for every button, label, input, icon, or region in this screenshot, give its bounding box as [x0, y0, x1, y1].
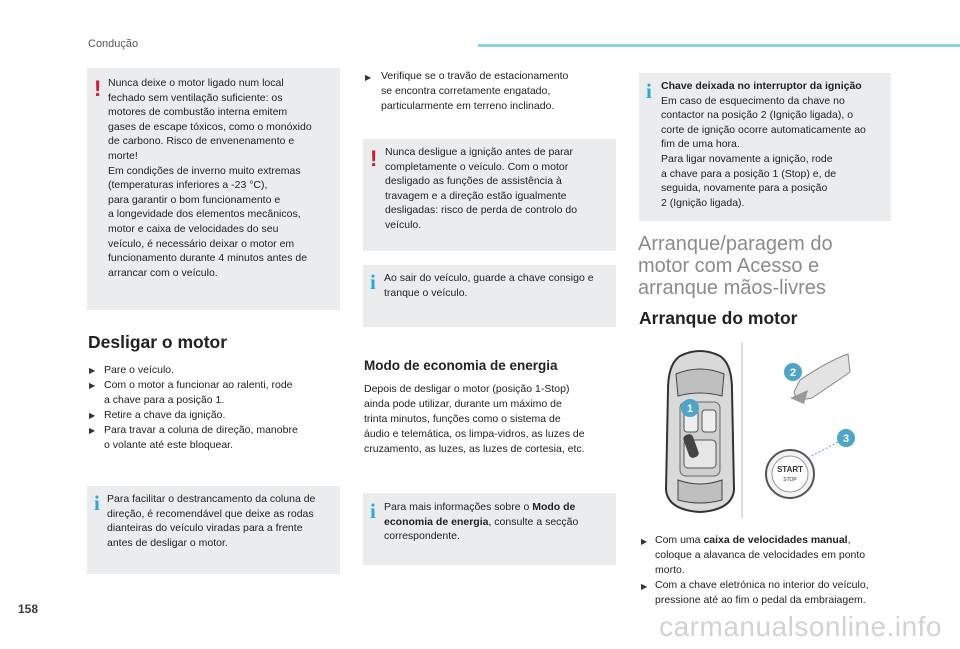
warning-text: Nunca desligue a ignição antes de parar completamente o veículo. Com o motor desligado as funções de assistência à travagem e a direção estão igualmente desligadas: risco de perda de controlo do veículo. [385, 146, 578, 231]
info-icon: i [370, 499, 376, 523]
callout-3: 3 [842, 433, 850, 445]
bullet-icon: ▶ [641, 582, 648, 591]
start-label: START [776, 465, 804, 474]
info-box-economia [363, 493, 616, 565]
step-line: Para travar a coluna de direção, manobre [104, 424, 298, 436]
warning-box-ignition [363, 139, 616, 251]
bullet-icon: ▶ [89, 366, 96, 375]
info-box-steering-lock [87, 486, 340, 574]
info-text: Para mais informações sobre o Modo de economia de energia, consulte a secção correspondente. [384, 501, 579, 543]
info-text: Chave deixada no interruptor da ignição Em caso de esquecimento da chave no contactor na posição 2 (Ignição ligada), o corte de ignição ocorre automaticamente ao fim de uma hora. Para ligar novamente a ignição, rode a chave para a posição 1 (Stop) e, de seguida, novamente para a posição 2 (Ignição ligada). [661, 80, 866, 209]
stop-label: STOP [783, 477, 797, 483]
section-title-desligar: Desligar o motor [88, 332, 228, 352]
callout-2: 2 [789, 367, 797, 379]
step-line: particularmente em terreno inclinado. [381, 100, 555, 112]
bullet-icon: ▶ [641, 537, 648, 546]
page-number: 158 [18, 602, 39, 616]
info-icon: i [646, 79, 652, 103]
header-rule [478, 44, 960, 47]
info-box-key [363, 265, 616, 327]
step-line: se encontra corretamente engatado, [381, 85, 551, 97]
bullet-icon: ▶ [365, 73, 372, 82]
info-icon: i [370, 270, 376, 294]
watermark: carmanualsonline.info [659, 611, 942, 642]
step-line: a chave para a posição 1. [104, 394, 225, 406]
section-title-economia: Modo de economia de energia [364, 358, 558, 373]
running-header: Condução [88, 38, 139, 50]
step-line: pressione até ao fim o pedal da embraiagem. [655, 594, 866, 606]
info-text: Para facilitar o destrancamento da coluna de direção, é recomendável que deixe as rodas dianteiras do veículo viradas para a frente antes de desligar o motor. [107, 493, 316, 549]
step-line: o volante até este bloquear. [104, 439, 234, 451]
info-box-key-left [639, 73, 891, 221]
info-icon: i [94, 491, 100, 515]
bullet-icon: ▶ [89, 411, 96, 420]
step-line: Retire a chave da ignição. [104, 409, 226, 421]
warning-icon: ! [94, 76, 102, 101]
step-line: coloque a alavanca de velocidades em ponto [655, 549, 866, 561]
section-title-arranque: Arranque do motor [639, 308, 798, 328]
step-line: Com a chave eletrónica no interior do veículo, [655, 579, 869, 591]
info-text: Ao sair do veículo, guarde a chave consigo e tranque o veículo. [384, 272, 594, 299]
warning-text: Nunca deixe o motor ligado num local fechado sem ventilação suficiente: os motores de combustão interna emitem gases de escape tóxicos, como o monóxido de carbono. Risco de envenenamento e morte! Em condições de inverno muito extremas (temperaturas inferiores a -23 °C), para garantir o bom funcionamento e a longevidade dos elementos mecânicos, motor e caixa de velocidades do seu veículo, é necessário deixar o motor em funcionamento durante 4 minutos antes de arrancar com o veículo. [108, 77, 312, 279]
warning-icon: ! [370, 146, 378, 171]
step-line: Verifique se o travão de estacionamento [381, 70, 569, 82]
step-line: Com o motor a funcionar ao ralenti, rode [104, 379, 293, 391]
car-illustration [640, 340, 890, 520]
figure-keyless-start [640, 340, 890, 520]
economia-paragraph: Depois de desligar o motor (posição 1-Stop) ainda pode utilizar, durante um máximo de trinta minutos, funções como o sistema de áudio e telemática, os limpa-vidros, as luzes de cruzamento, as luzes, as luzes de cortesia, etc. [364, 383, 585, 455]
callout-1: 1 [686, 403, 694, 415]
bullet-icon: ▶ [89, 426, 96, 435]
step-line: morto. [655, 564, 685, 576]
chapter-title: Arranque/paragem do motor com Acesso e arranque mãos-livres [638, 233, 833, 299]
bullet-icon: ▶ [89, 381, 96, 390]
step-line: Pare o veículo. [104, 364, 175, 376]
warning-box-engine-running [87, 68, 340, 310]
step-line: Com uma caixa de velocidades manual, [655, 534, 851, 546]
